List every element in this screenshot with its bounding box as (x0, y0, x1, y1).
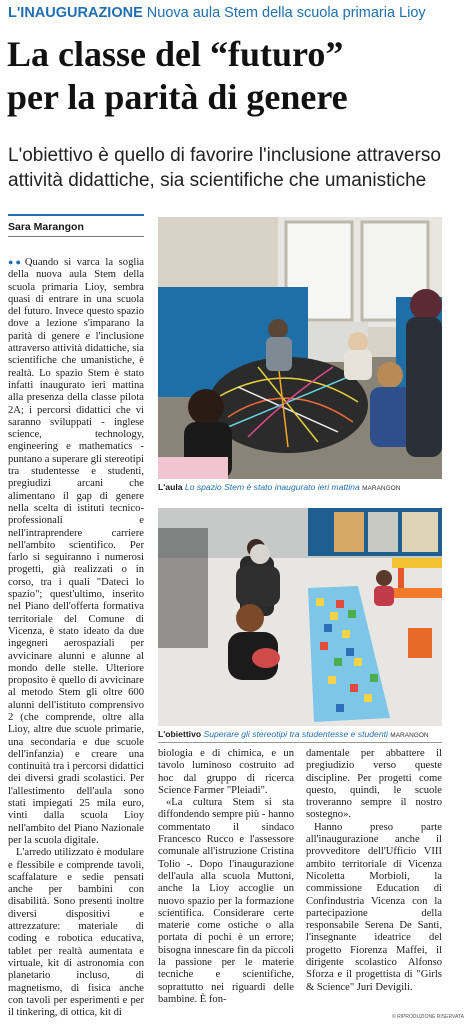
caption-label: L'obiettivo (158, 729, 202, 739)
paragraph: «La cultura Stem si sta diffondendo sempre più - hanno commentato il sindaco Francesco Rucco e l'assessore comunale all'istruzione Cristina Tolio -. Dopo l'inaugurazione dell'aula alla scuola Muttoni, anche la Lioy accoglie un nuovo spazio per la formazione scientifica. Considerare certe materie come ostiche o alla portata di pochi è un errore; bisogna innescare fin da piccoli la passione per le materie tecniche e scientifiche, soprattutto nei riguardi delle bambine. È fon- (158, 797, 294, 1005)
headline-line-2: per la parità di genere (7, 77, 348, 117)
caption-text: Superare gli stereotipi tra studentesse e studenti (203, 729, 388, 739)
headline-line-1: La classe del “futuro” (7, 34, 344, 74)
caption-label: L'aula (158, 482, 183, 492)
bullet-dots-icon: ●● (8, 257, 23, 267)
paragraph: damentale per abbattere il pregiudizio verso queste discipline. Per progetti come questo, quindi, le scuole troveranno sempre il nostro sostegno». (306, 748, 442, 821)
caption-text: Lo spazio Stem è stato inaugurato ieri mattina (184, 482, 360, 492)
article-column-1 (8, 256, 144, 1019)
photo-credit: MARANGON (390, 732, 429, 739)
paragraph: Hanno preso parte all'inaugurazione anche il provveditore dell'Ufficio VIII ambito territoriale di Vicenza Nicoletta Morbioli, la commissione Education di Confindustria Vicenza con la partecipazione della responsabile Serena De Santi, l'insegnante ideatrice del progetto Fiorenza Maffei, il dirigente scolastico Alfonso Sforza e il progettista di "Girls & Science" Juri Devigili. (306, 821, 442, 993)
subheadline: L'obiettivo è quello di favorire l'inclusione attraverso attività didattiche, sia scientifiche che umanistiche (8, 145, 441, 191)
author-byline: Sara Marangon (8, 221, 84, 233)
paragraph (8, 256, 144, 847)
classroom-illustration (158, 217, 442, 479)
photo-credit: MARANGON (362, 485, 401, 492)
kicker-text: Nuova aula Stem della scuola primaria Lioy (146, 5, 426, 21)
photo-caption-1 (158, 482, 400, 494)
author-rule (8, 214, 144, 216)
author-rule-bottom (8, 236, 144, 237)
article-column-3 (306, 748, 442, 994)
caption-rule (158, 742, 442, 743)
floor-activity-illustration (158, 508, 442, 726)
paragraph: L'arredo utilizzato è modulare e flessibile e comprende tavoli, scaffalature e sedie pensati anche per bambini con disabilità. Sono presenti inoltre diversi dispositivi e attrezzature: materiale di coding e robotica educativa, tablet per realtà aumentata e virtuale, kit di astronomia con planetario incluso, di magnetismo, di fisica anche con tavoli per esperimenti e per il tinkering, di ottica, kit di (8, 847, 144, 1019)
kicker (8, 5, 426, 21)
copyright-notice: © RIPRODUZIONE RISERVATA (392, 1014, 464, 1020)
headline (7, 33, 472, 119)
paragraph-text: Quando si varca la soglia della nuova aula Stem della scuola primaria Lioy, sembra quasi di entrare in una scuola del futuro. Invece questo spazio dove a lezione s'imparano la parità di genere e l'inclusione attraverso attività didattiche, sia scientifiche che umanistiche, è realtà. Lo spazio Stem è stato infatti inaugurato ieri mattina alla presenza della classe pilota 2A; i percorsi didattici che vi saranno sviluppati - inglese science, technology, engineering e mathematics - puntano a superare gli stereotipi tra studentesse e studenti, pregiudizi arcani che alimentano il gap di genere nella scelta di istituti tecnico-professionali e nell'intraprendere carriere nell'ambito scientifico. Per farlo si seguiranno i numerosi progetti, già realizzati o in corso, tra i quali "Dateci lo spazio"; quest'ultimo, inserito nel Piano dell'offerta formativa territoriale del Comune di Vicenza, è stato ideato da due ingegneri aerospaziali per avvicinare alunni e alunne al mondo delle stelle. Ulteriore proposito è quello di avvicinare al metodo Stem gli oltre 600 alunni dell'istituto comprensivo 2 (che comprende, oltre alla Lioy, altre due scuole primarie, una secondaria e due scuole dell'infanzia) e creare una continuità tra i percorsi didattici dei diversi gradi scolastici. Per l'allestimento dell'aula sono stati impiegati 25 mila euro, vinti dalla scuola Lioy nell'ambito del Piano Nazionale per la scuola digitale. (8, 257, 144, 846)
photo-classroom (158, 217, 442, 479)
photo-floor-activity (158, 508, 442, 726)
kicker-tag: L'INAUGURAZIONE (8, 5, 143, 21)
paragraph: biologia e di chimica, e un tavolo luminoso costruito ad hoc dal gruppo di ricerca Science Farmer "Pleiadi". (158, 748, 294, 796)
photo-caption-2 (158, 729, 429, 741)
article-column-2 (158, 748, 294, 1006)
